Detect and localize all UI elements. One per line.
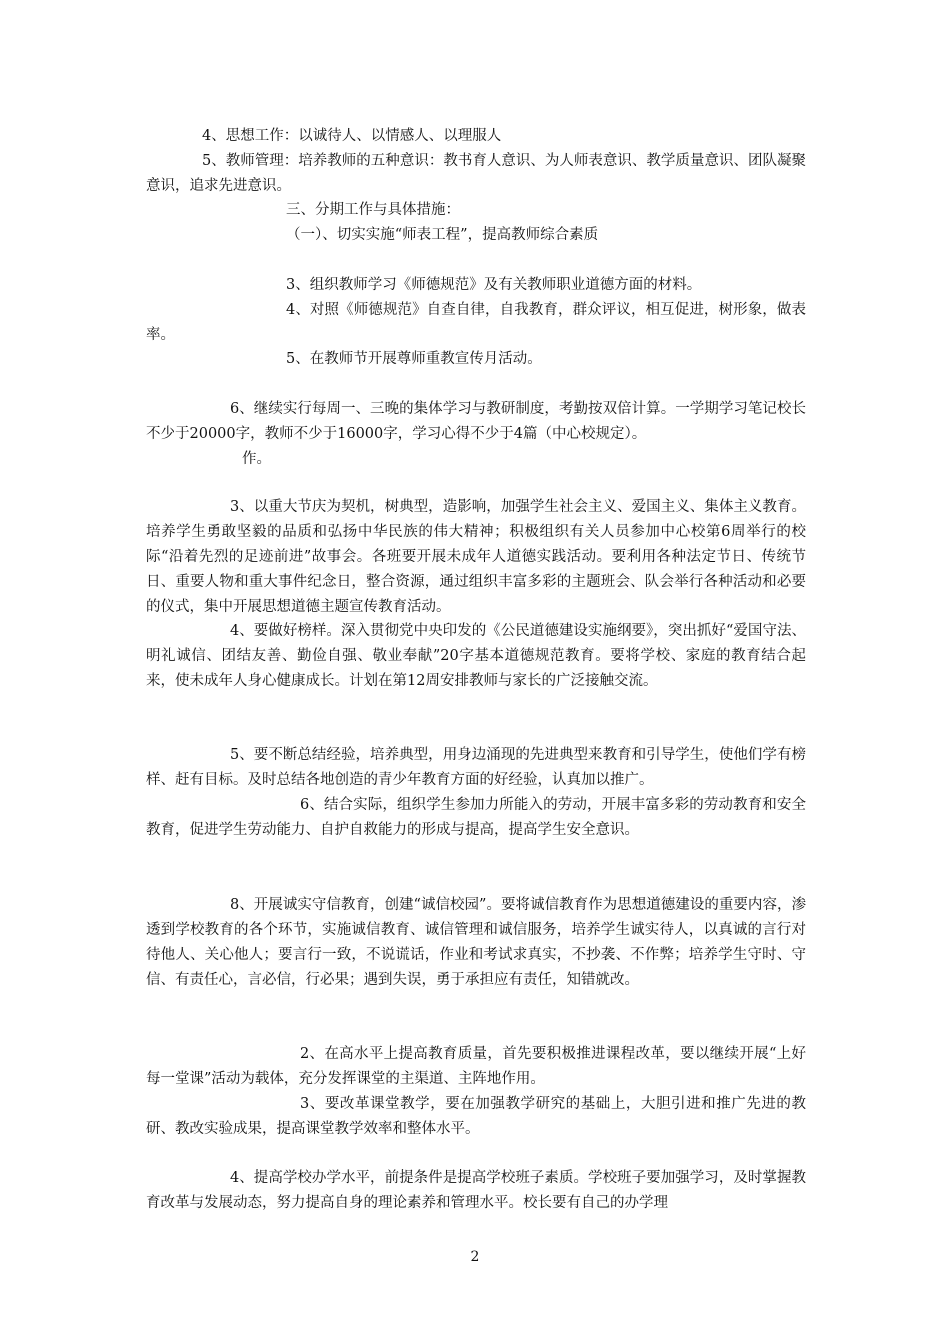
paragraph-festivals: 3、以重大节庆为契机，树典型，造影响，加强学生社会主义、爱国主义、集体主义教育。培养学生勇敢坚毅的品质和弘扬中华民族的伟大精神；积极组织有关人员参加中心校第6周举行的校际“沿着先烈的足迹前进”故事会。各班要开展未成年人道德实践活动。要利用各种法定节日、传统节日、重要人物和重大事件纪念日，整合资源，通过组织丰富多彩的主题班会、队会举行各种活动和必要的仪式，集中开展思想道德主题宣传教育活动。 bbox=[146, 499, 806, 615]
paragraph-fragment: 作。 bbox=[242, 451, 271, 467]
subsection-heading-teacher-model: （一）、切实实施“师表工程”，提高教师综合素质 bbox=[286, 227, 599, 243]
page-number: 2 bbox=[470, 1249, 480, 1265]
paragraph-classroom-reform: 3、要改革课堂教学，要在加强教学研究的基础上，大胆引进和推广先进的教研、教改实验成果，提高课堂教学效率和整体水平。 bbox=[146, 1096, 806, 1137]
paragraph-weekly-study: 6、继续实行每周一、三晚的集体学习与教研制度，考勤按双倍计算。一学期学习笔记校长不少于20000字，教师不少于16000字，学习心得不少于4篇（中心校规定）。 bbox=[146, 401, 806, 442]
paragraph-ideological-work: 4、思想工作：以诚待人、以情感人、以理服人 bbox=[202, 128, 502, 144]
paragraph-study-ethics: 3、组织教师学习《师德规范》及有关教师职业道德方面的材料。 bbox=[286, 277, 702, 293]
paragraph-teacher-management: 5、教师管理：培养教师的五种意识：教书育人意识、为人师表意识、教学质量意识、团队凝聚意识，追求先进意识。 bbox=[146, 153, 806, 194]
paragraph-self-check: 4、对照《师德规范》自查自律，自我教育，群众评议，相互促进，树形象，做表率。 bbox=[146, 302, 806, 343]
paragraph-teaching-quality: 2、在高水平上提高教育质量，首先要积极推进课程改革，要以继续开展“上好每一堂课”活动为载体，充分发挥课堂的主渠道、主阵地作用。 bbox=[146, 1046, 806, 1087]
section-heading-phase-work: 三、分期工作与具体措施： bbox=[286, 202, 460, 218]
paragraph-experience: 5、要不断总结经验，培养典型，用身边涌现的先进典型来教育和引导学生，使他们学有榜样、赶有目标。及时总结各地创造的青少年教育方面的好经验，认真加以推广。 bbox=[146, 747, 806, 788]
paragraph-school-leadership: 4、提高学校办学水平，前提条件是提高学校班子素质。学校班子要加强学习，及时掌握教育改革与发展动态，努力提高自身的理论素养和管理水平。校长要有自己的办学理 bbox=[146, 1170, 806, 1211]
paragraph-integrity: 8、开展诚实守信教育，创建“诚信校园”。要将诚信教育作为思想道德建设的重要内容，渗透到学校教育的各个环节，实施诚信教育、诚信管理和诚信服务，培养学生诚实待人，以真诚的言行对待他人、关心他人；要言行一致，不说谎话，作业和考试求真实，不抄袭、不作弊；培养学生守时、守信、有责任心，言必信，行必果；遇到失误，勇于承担应有责任，知错就改。 bbox=[146, 897, 806, 988]
paragraph-teachers-day: 5、在教师节开展尊师重教宣传月活动。 bbox=[286, 351, 542, 367]
paragraph-labor-education: 6、结合实际，组织学生参加力所能入的劳动，开展丰富多彩的劳动教育和安全教育，促进学生劳动能力、自护自救能力的形成与提高，提高学生安全意识。 bbox=[146, 797, 806, 838]
paragraph-role-models: 4、要做好榜样。深入贯彻党中央印发的《公民道德建设实施纲要》，突出抓好“爱国守法、明礼诚信、团结友善、勤俭自强、敬业奉献”20字基本道德规范教育。要将学校、家庭的教育结合起来，使未成年人身心健康成长。计划在第12周安排教师与家长的广泛接触交流。 bbox=[146, 623, 806, 689]
